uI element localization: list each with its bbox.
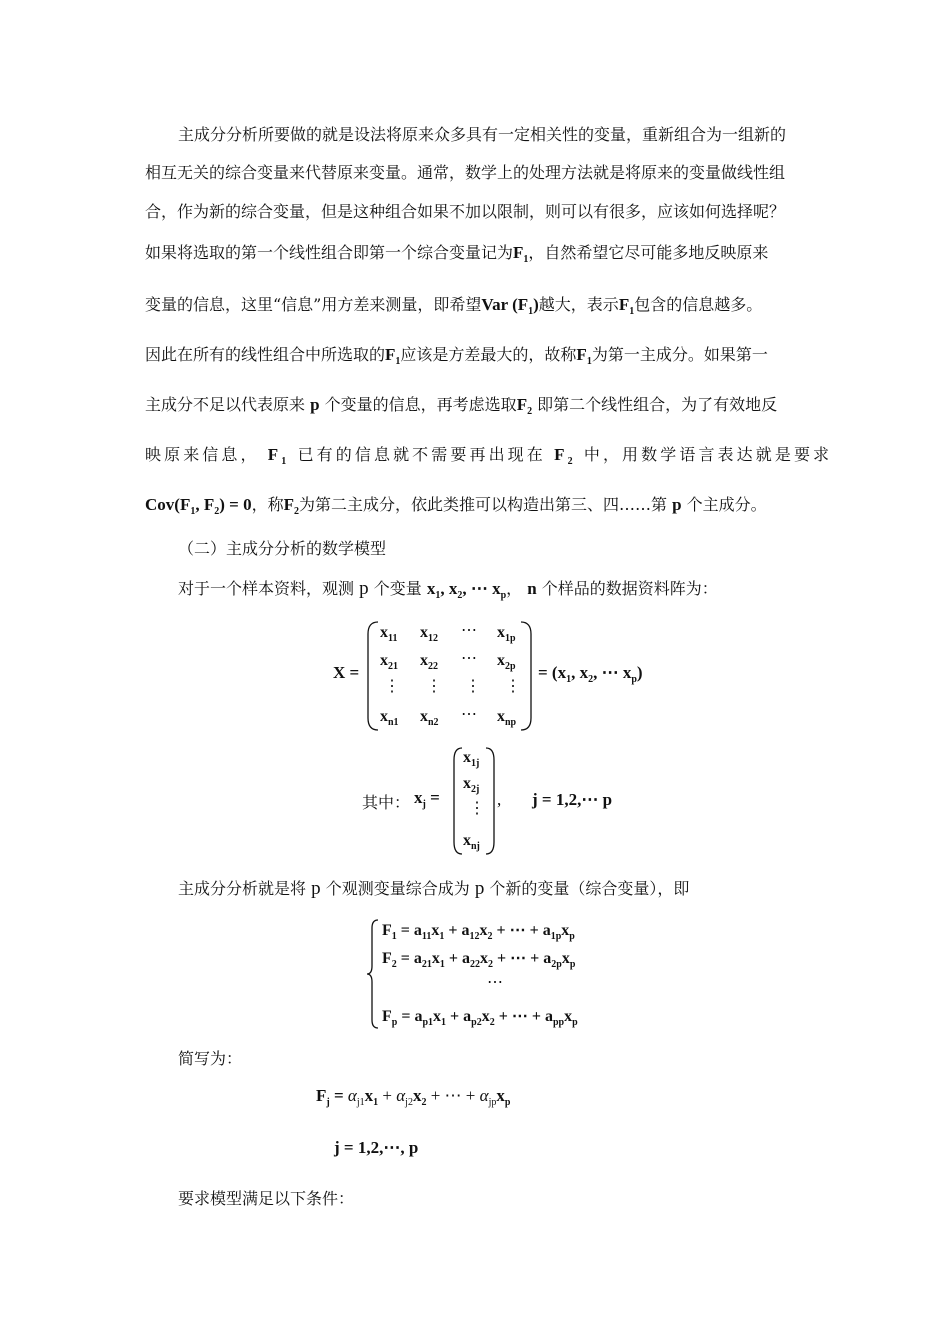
para1-line7 xyxy=(145,392,777,415)
math-F1: $F_1$ xyxy=(513,243,529,265)
vector-right-paren xyxy=(484,746,496,856)
matrix-left-paren xyxy=(366,620,380,732)
math-F2: $F_2$ xyxy=(283,495,299,517)
cell-x12: $x_{12}$ xyxy=(420,624,438,644)
para1-line6 xyxy=(145,342,768,365)
text: 已有的信息就不需要再出现在 xyxy=(297,445,546,464)
math-n: n xyxy=(527,579,537,598)
j-range: j = 1,2,⋯ p xyxy=(532,790,613,809)
matrix-X-label: X = xyxy=(333,663,360,682)
matrix-right-paren xyxy=(519,620,533,732)
math-F1: $F_1$ xyxy=(576,345,592,367)
j-range-2: j = 1,2,⋯, p xyxy=(334,1138,419,1157)
math-p: p xyxy=(672,495,682,514)
system-brace xyxy=(366,918,380,1030)
cell-vdots: ⋮ xyxy=(426,678,442,695)
cell-vdots: ⋮ xyxy=(505,678,521,695)
math-F2: $F_2$ xyxy=(516,395,533,417)
text: 即第二个线性组合，为了有效地反 xyxy=(537,395,778,414)
math-F2: $F_2$ xyxy=(554,445,576,467)
text: 包含的信息越多。 xyxy=(634,295,763,314)
math-p: p xyxy=(474,878,485,899)
text: 为第一主成分。如果第一 xyxy=(591,345,768,364)
text: 个样品的数据资料阵为： xyxy=(541,579,718,598)
where-label: 其中： xyxy=(362,793,411,812)
cell-xn2: $x_{n2}$ xyxy=(420,708,439,728)
eq-F1: $F_1 = a_{11}x_1 + a_{12}x_2$ + ⋯ + $a_{1p}x_p$ xyxy=(382,922,575,942)
math-x-list: $x_1$, $x_2$, ⋯ $x_p$ xyxy=(426,579,507,601)
cell-dots: ⋯ xyxy=(461,650,477,667)
pca-line xyxy=(178,876,689,900)
text: 应该是方差最大的，故称 xyxy=(400,345,577,364)
text: 个变量 xyxy=(373,579,422,598)
para1-line2: 相互无关的综合变量来代替原来变量。通常，数学上的处理方法就是将原来的变量做线性组 xyxy=(145,163,786,182)
xj-label: $x_j$ = xyxy=(414,788,440,810)
math-F1: $F_1$ xyxy=(267,445,290,467)
condition-label: 要求模型满足以下条件： xyxy=(178,1189,355,1208)
eq-F2: $F_2 = a_{21}x_1 + a_{22}x_2$ + ⋯ + $a_{2p}x_p$ xyxy=(382,950,576,970)
text: 主成分分析就是将 xyxy=(178,879,307,898)
text: ，自然希望它尽可能多地反映原来 xyxy=(528,243,769,262)
cell-x1j: $x_{1j}$ xyxy=(463,749,480,769)
text: 为第二主成分，依此类推可以构造出第三、四……第 xyxy=(298,495,667,514)
para1-line5 xyxy=(145,292,762,315)
para1-line4 xyxy=(145,240,768,263)
cell-xn1: $x_{n1}$ xyxy=(380,708,399,728)
cell-vdots: ⋮ xyxy=(469,800,485,817)
cell-xnj: $x_{nj}$ xyxy=(463,832,480,852)
cell-dots: ⋯ xyxy=(461,622,477,639)
text: 主成分不足以代表原来 xyxy=(145,395,306,414)
math-cov: $Cov(F_1$, $F_2) = 0$ xyxy=(145,495,252,517)
para1-line3: 合，作为新的综合变量，但是这种组合如果不加以限制，则可以有很多，应该如何选择呢？ xyxy=(145,202,786,221)
cell-x1p: $x_{1p}$ xyxy=(497,624,516,644)
text: 中，用数学语言表达就是要求 xyxy=(583,445,833,464)
text: 个观测变量综合成为 xyxy=(325,879,470,898)
section-heading: （二）主成分分析的数学模型 xyxy=(178,539,387,558)
math-p: p xyxy=(311,878,321,899)
text: 如果将选取的第一个线性组合即第一个综合变量记为 xyxy=(145,243,514,262)
abbrev-label: 简写为： xyxy=(178,1049,243,1068)
math-F1: $F_1$ xyxy=(385,345,401,367)
matrix-equals-vectors: = ($x_1$, $x_2$, ⋯ $x_p$) xyxy=(538,663,643,685)
math-p: p xyxy=(359,578,369,599)
cell-xnp: $x_{np}$ xyxy=(497,708,517,728)
text: 个变量的信息，再考虑选取 xyxy=(324,395,517,414)
math-p: p xyxy=(310,395,320,414)
comma: , xyxy=(497,790,502,809)
cell-dots: ⋯ xyxy=(461,706,477,723)
eq-dots: ⋯ xyxy=(487,974,503,991)
text: ， xyxy=(506,579,523,598)
para1-line1: 主成分分析所要做的就是设法将原来众多具有一定相关性的变量，重新组合为一组新的 xyxy=(178,125,787,144)
para1-line8 xyxy=(145,442,832,465)
sample-line xyxy=(178,576,718,600)
cell-x21: $x_{21}$ xyxy=(380,652,398,672)
text: 对于一个样本资料，观测 xyxy=(178,579,355,598)
text: 变量的信息，这里“信息”用方差来测量，即希望 xyxy=(145,295,482,314)
cell-x2p: $x_{2p}$ xyxy=(497,652,516,672)
cell-x11: $x_{11}$ xyxy=(380,624,398,644)
text: 越大，表示 xyxy=(538,295,619,314)
math-F1: $F_1$ xyxy=(618,295,635,317)
eq-Fj: $F_j = \alpha_{j1}x_1 + \alpha_{j2}x_2$ + ⋯ + $\alpha_{jp}x_p$ xyxy=(316,1086,511,1108)
text: ，称 xyxy=(251,495,284,514)
cell-x22: $x_{22}$ xyxy=(420,652,438,672)
text: 因此在所有的线性组合中所选取的 xyxy=(145,345,386,364)
text: 个新的变量（综合变量），即 xyxy=(489,879,690,898)
para1-line9 xyxy=(145,492,767,515)
text: 个主成分。 xyxy=(686,495,767,514)
eq-Fp: $F_p = a_{p1}x_1 + a_{p2}x_2$ + ⋯ + $a_{pp}x_p$ xyxy=(382,1008,578,1028)
text: 映原来信息， xyxy=(145,445,260,464)
math-var-F1: Var $(F_1)$ xyxy=(481,295,539,317)
cell-vdots: ⋮ xyxy=(465,678,481,695)
cell-vdots: ⋮ xyxy=(384,678,400,695)
cell-x2j: $x_{2j}$ xyxy=(463,775,480,795)
